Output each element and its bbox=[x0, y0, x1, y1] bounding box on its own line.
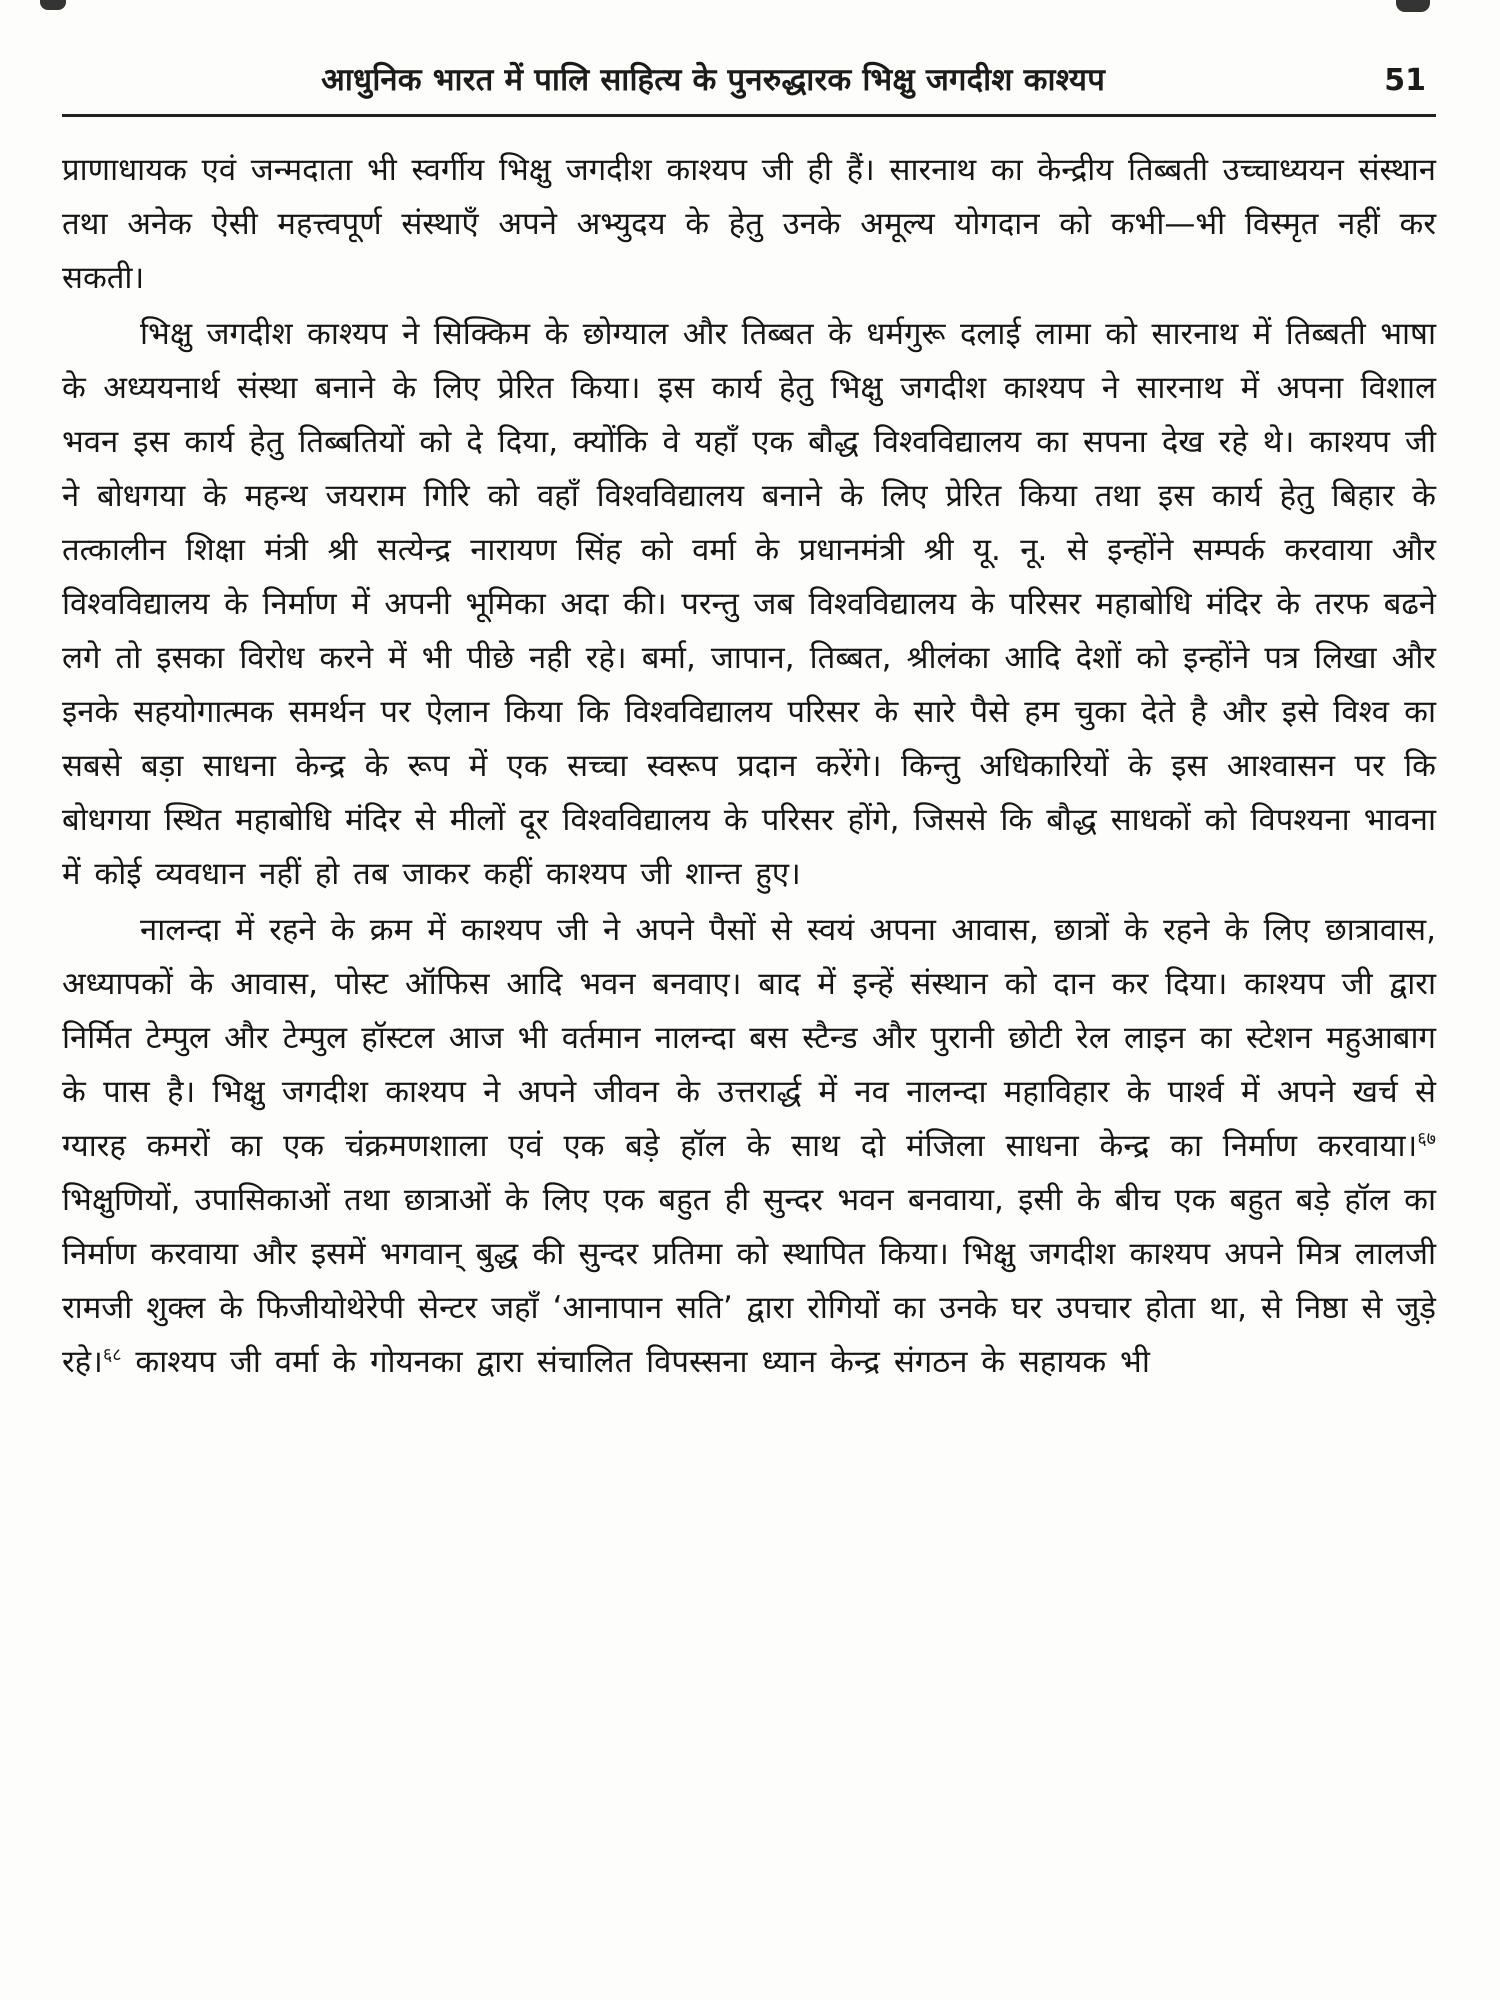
page-number: 51 bbox=[1384, 63, 1426, 98]
footnote-ref-67: ६७ bbox=[1417, 1128, 1436, 1150]
footnote-ref-68: ६८ bbox=[102, 1344, 122, 1366]
paragraph-text: प्राणाधायक एवं जन्मदाता भी स्वर्गीय भिक्षु जगदीश काश्यप जी ही हैं। सारनाथ का केन्द्रीय तिब्बती उच्चाध्ययन संस्थान तथा अनेक ऐसी महत्त्वपूर्ण संस्थाएँ अपने अभ्युदय के हेतु उनके अमूल्य योगदान को कभी—भी विस्मृत नहीं कर सकती। bbox=[62, 152, 1436, 296]
paragraph-continuation bbox=[62, 143, 1436, 305]
paragraph-nalanda bbox=[62, 903, 1436, 1389]
paragraph-text: नालन्दा में रहने के क्रम में काश्यप जी ने अपने पैसों से स्वयं अपना आवास, छात्रों के रहने के लिए छात्रावास, अध्यापकों के आवास, पोस्ट ऑफिस आदि भवन बनवाए। बाद में इन्हें संस्थान को दान कर दिया। काश्यप जी द्वारा निर्मित टेम्पुल और टेम्पुल हॉस्टल आज भी वर्तमान नालन्दा बस स्टैन्ड और पुरानी छोटी रेल लाइन का स्टेशन महुआबाग के पास है। भिक्षु जगदीश काश्यप ने अपने जीवन के उत्तरार्द्ध में नव नालन्दा महाविहार के पार्श्व में अपने खर्च से ग्यारह कमरों का एक चंक्रमणशाला एवं एक बड़े हॉल के साथ दो मंजिला साधना केन्द्र का निर्माण करवाया। bbox=[62, 912, 1436, 1164]
scan-artifact-left bbox=[40, 0, 66, 10]
paragraph-text: काश्यप जी वर्मा के गोयनका द्वारा संचालित विपस्सना ध्यान केन्द्र संगठन के सहायक भी bbox=[121, 1344, 1150, 1380]
paragraph-vishwavidyalaya bbox=[62, 307, 1436, 901]
scan-artifact-right bbox=[1396, 0, 1430, 12]
page-body-text bbox=[62, 143, 1436, 1389]
running-header bbox=[62, 58, 1436, 117]
paragraph-text: भिक्षु जगदीश काश्यप ने सिक्किम के छोग्याल और तिब्बत के धर्मगुरू दलाई लामा को सारनाथ में तिब्बती भाषा के अध्ययनार्थ संस्था बनाने के लिए प्रेरित किया। इस कार्य हेतु भिक्षु जगदीश काश्यप ने सारनाथ में अपना विशाल भवन इस कार्य हेतु तिब्बतियों को दे दिया, क्योंकि वे यहाँ एक बौद्ध विश्वविद्यालय का सपना देख रहे थे। काश्यप जी ने बोधगया के महन्थ जयराम गिरि को वहाँ विश्वविद्यालय बनाने के लिए प्रेरित किया तथा इस कार्य हेतु बिहार के तत्कालीन शिक्षा मंत्री श्री सत्येन्द्र नारायण सिंह को वर्मा के प्रधानमंत्री श्री यू. नू. से इन्होंने सम्पर्क करवाया और विश्वविद्यालय के निर्माण में अपनी भूमिका अदा की। परन्तु जब विश्वविद्यालय के परिसर महाबोधि मंदिर के तरफ बढने लगे तो इसका विरोध करने में भी पीछे नही रहे। बर्मा, जापान, तिब्बत, श्रीलंका आदि देशों को इन्होंने पत्र लिखा और इनके सहयोगात्मक समर्थन पर ऐलान किया कि विश्वविद्यालय परिसर के सारे पैसे हम चुका देते है और इसे विश्व का सबसे बड़ा साधना केन्द्र के रूप में एक सच्चा स्वरूप प्रदान करेंगे। किन्तु अधिकारियों के इस आश्वासन पर कि बोधगया स्थित महाबोधि मंदिर से मीलों दूर विश्वविद्यालय के परिसर होंगे, जिससे कि बौद्ध साधकों को विपश्यना भावना में कोई व्यवधान नहीं हो तब जाकर कहीं काश्यप जी शान्त हुए। bbox=[62, 316, 1436, 892]
header-title: आधुनिक भारत में पालि साहित्य के पुनरुद्धारक भिक्षु जगदीश काश्यप bbox=[321, 62, 1106, 98]
paragraph-text: भिक्षुणियों, उपासिकाओं तथा छात्राओं के लिए एक बहुत ही सुन्दर भवन बनवाया, इसी के बीच एक बहुत बड़े हॉल का निर्माण करवाया और इसमें भगवान् बुद्ध की सुन्दर प्रतिमा को स्थापित किया। भिक्षु जगदीश काश्यप अपने मित्र लालजी रामजी शुक्ल के फिजीयोथेरेपी सेन्टर जहाँ ‘आनापान सति’ द्वारा रोगियों का उनके घर उपचार होता था, से निष्ठा से जुड़े रहे। bbox=[62, 1182, 1436, 1380]
